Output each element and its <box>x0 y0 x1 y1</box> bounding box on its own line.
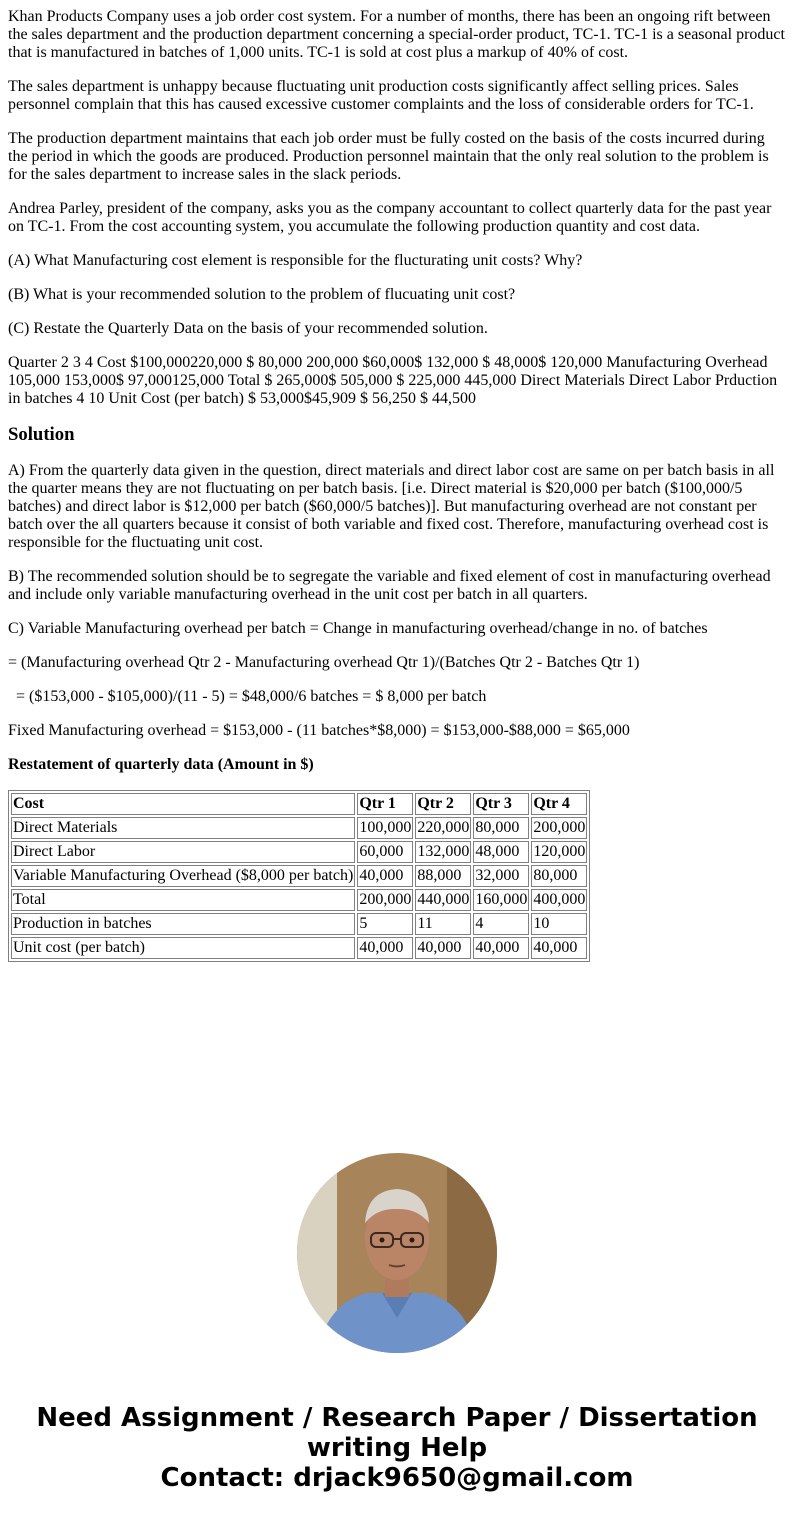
table-row <box>11 889 587 911</box>
fixed-overhead-line: Fixed Manufacturing overhead = $153,000 - (11 batches*$8,000) = $153,000-$88,000 = $65,000 <box>8 722 630 739</box>
quarterly-data-text: Quarter 2 3 4 Cost $100,000220,000 $ 80,000 200,000 $60,000$ 132,000 $ 48,000$ 120,000 Manufacturing Overhead 105,000 153,000$ 97,000125,000 Total $ 265,000$ 505,000 $ 225,000 445,000 Direct Materials Direct Labor Prduction in batches 4 10 Unit Cost (per batch) $ 53,000$45,909 $ 56,250 $ 44,500 <box>8 354 778 407</box>
table-cell: 200,000 <box>531 817 587 839</box>
table-cell: 160,000 <box>473 889 529 911</box>
table-cell: 60,000 <box>357 841 413 863</box>
table-cell: 80,000 <box>531 865 587 887</box>
table-header-row <box>11 793 587 815</box>
question-paragraph-4: Andrea Parley, president of the company, asks you as the company accountant to collect quarterly data for the past year on TC-1. From the cost accounting system, you accumulate the following production quantity and cost data. <box>8 200 772 235</box>
header-cell: Qtr 1 <box>357 793 413 815</box>
solution-part-c: C) Variable Manufacturing overhead per batch = Change in manufacturing overhead/change in no. of batches <box>8 620 708 637</box>
table-cell: Direct Materials <box>11 817 355 839</box>
table-cell: 200,000 <box>357 889 413 911</box>
table-row <box>11 913 587 935</box>
promo-banner <box>0 1403 794 1493</box>
table-cell: Production in batches <box>11 913 355 935</box>
table-cell: 120,000 <box>531 841 587 863</box>
header-cell: Qtr 4 <box>531 793 587 815</box>
table-cell: 4 <box>473 913 529 935</box>
restatement-table <box>8 790 590 962</box>
solution-part-a: A) From the quarterly data given in the question, direct materials and direct labor cost are same on per batch basis in all the quarter means they are not fluctuating on per batch basis. [i.e. Direct material is $20,000 per batch ($100,000/5 batches) and direct labor is $12,000 per batch ($60,000/5 batches)]. But manufacturing overhead are not constant per batch over the all quarters because it consist of both variable and fixed cost. Therefore, manufacturing overhead cost is responsible for the fluctuating unit cost. <box>8 462 775 551</box>
question-part-c: (C) Restate the Quarterly Data on the basis of your recommended solution. <box>8 320 488 337</box>
table-cell: 88,000 <box>415 865 471 887</box>
table-cell: 100,000 <box>357 817 413 839</box>
question-part-a: (A) What Manufacturing cost element is responsible for the flucturating unit costs? Why? <box>8 252 583 269</box>
table-cell: 40,000 <box>531 937 587 959</box>
table-cell: 5 <box>357 913 413 935</box>
header-cell: Qtr 2 <box>415 793 471 815</box>
table-row <box>11 841 587 863</box>
table-cell: 40,000 <box>473 937 529 959</box>
table-cell: 11 <box>415 913 471 935</box>
person-portrait-icon <box>297 1153 497 1353</box>
formula-line: = (Manufacturing overhead Qtr 2 - Manufacturing overhead Qtr 1)/(Batches Qtr 2 - Batches Qtr 1) <box>8 654 640 671</box>
table-cell: Total <box>11 889 355 911</box>
table-row <box>11 865 587 887</box>
solution-heading: Solution <box>8 424 75 445</box>
table-cell: 40,000 <box>415 937 471 959</box>
table-cell: Unit cost (per batch) <box>11 937 355 959</box>
table-cell: 400,000 <box>531 889 587 911</box>
table-cell: 40,000 <box>357 865 413 887</box>
promo-line-1: Need Assignment / Research Paper / Dissertation <box>36 1403 758 1433</box>
header-cell: Qtr 3 <box>473 793 529 815</box>
table-cell: 10 <box>531 913 587 935</box>
promo-contact: Contact: drjack9650@gmail.com <box>160 1463 634 1493</box>
table-row <box>11 817 587 839</box>
table-cell: Variable Manufacturing Overhead ($8,000 per batch) <box>11 865 355 887</box>
table-cell: 440,000 <box>415 889 471 911</box>
table-cell: 40,000 <box>357 937 413 959</box>
question-paragraph-1: Khan Products Company uses a job order cost system. For a number of months, there has been an ongoing rift between the sales department and the production department concerning a special-order product, TC-1. TC-1 is a seasonal product that is manufactured in batches of 1,000 units. TC-1 is sold at cost plus a markup of 40% of cost. <box>8 8 785 61</box>
table-title: Restatement of quarterly data (Amount in $) <box>8 756 314 773</box>
question-paragraph-2: The sales department is unhappy because fluctuating unit production costs significantly affect selling prices. Sales personnel complain that this has caused excessive customer complaints and the loss of considerable orders for TC-1. <box>8 78 754 113</box>
question-part-b: (B) What is your recommended solution to the problem of flucuating unit cost? <box>8 286 516 303</box>
question-paragraph-3: The production department maintains that each job order must be fully costed on the basis of the costs incurred during the period in which the goods are produced. Production personnel maintain that the only real solution to the problem is for the sales department to increase sales in the slack periods. <box>8 130 769 183</box>
table-cell: 132,000 <box>415 841 471 863</box>
calculation-line: = ($153,000 - $105,000)/(11 - 5) = $48,000/6 batches = $ 8,000 per batch <box>8 688 487 705</box>
table-cell: 48,000 <box>473 841 529 863</box>
table-cell: 220,000 <box>415 817 471 839</box>
table-cell: 80,000 <box>473 817 529 839</box>
avatar <box>297 1153 497 1353</box>
table-row <box>11 937 587 959</box>
header-cell: Cost <box>11 793 355 815</box>
table-cell: 32,000 <box>473 865 529 887</box>
solution-part-b: B) The recommended solution should be to segregate the variable and fixed element of cost in manufacturing overhead and include only variable manufacturing overhead in the unit cost per batch in all quarters. <box>8 568 771 603</box>
table-cell: Direct Labor <box>11 841 355 863</box>
promo-line-2: writing Help <box>306 1433 488 1463</box>
